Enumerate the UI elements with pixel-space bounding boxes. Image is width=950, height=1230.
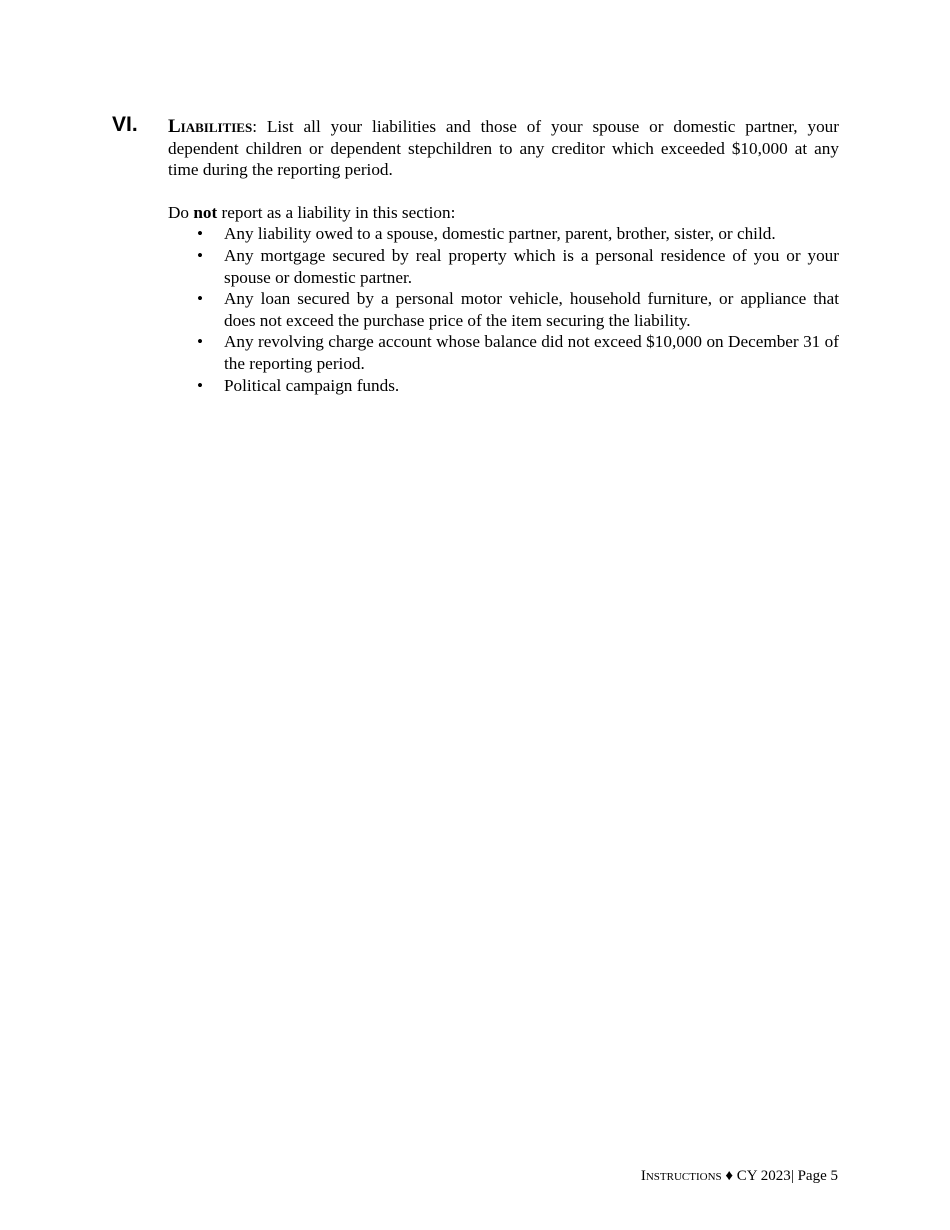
section-number: VI. bbox=[112, 113, 138, 136]
section-body bbox=[168, 116, 839, 396]
do-not-emphasis: not bbox=[193, 202, 218, 222]
list-item bbox=[168, 223, 839, 245]
diamond-icon: ♦ bbox=[721, 1168, 737, 1184]
bullet-icon: • bbox=[197, 375, 204, 395]
list-item bbox=[168, 288, 839, 331]
footer-year: CY 2023 bbox=[736, 1168, 791, 1184]
list-item-text: Any liability owed to a spouse, domestic partner, parent, brother, sister, or child. bbox=[224, 224, 776, 244]
page-footer bbox=[641, 1166, 838, 1186]
bullet-icon: • bbox=[197, 332, 204, 352]
footer-divider: | bbox=[790, 1168, 798, 1184]
exclusion-list bbox=[168, 223, 839, 396]
do-not-suffix: report as a liability in this section: bbox=[217, 202, 456, 222]
list-item bbox=[168, 331, 839, 374]
section-heading: Liabilities bbox=[168, 116, 253, 137]
list-item-text: Political campaign funds. bbox=[224, 375, 400, 395]
do-not-report-line bbox=[168, 202, 839, 224]
heading-colon: : bbox=[252, 117, 257, 136]
footer-label: Instructions bbox=[640, 1168, 722, 1184]
do-not-prefix: Do bbox=[168, 202, 194, 222]
section-intro bbox=[168, 116, 839, 181]
list-item-text: Any revolving charge account whose balance did not exceed $10,000 on December 31 of the reporting period. bbox=[224, 332, 839, 373]
list-item-text: Any loan secured by a personal motor vehicle, household furniture, or appliance that does not exceed the purchase price of the item securing the liability. bbox=[224, 289, 839, 330]
list-item bbox=[168, 375, 839, 397]
page-number: Page 5 bbox=[797, 1168, 838, 1184]
bullet-icon: • bbox=[197, 289, 204, 309]
section-description: List all your liabilities and those of your spouse or domestic partner, your dependent children or dependent stepchildren to any creditor which exceeded $10,000 at any time during the reporting period. bbox=[168, 117, 839, 180]
list-item bbox=[168, 245, 839, 288]
list-item-text: Any mortgage secured by real property which is a personal residence of you or your spouse or domestic partner. bbox=[224, 245, 839, 287]
bullet-icon: • bbox=[197, 245, 204, 265]
bullet-icon: • bbox=[197, 224, 204, 244]
